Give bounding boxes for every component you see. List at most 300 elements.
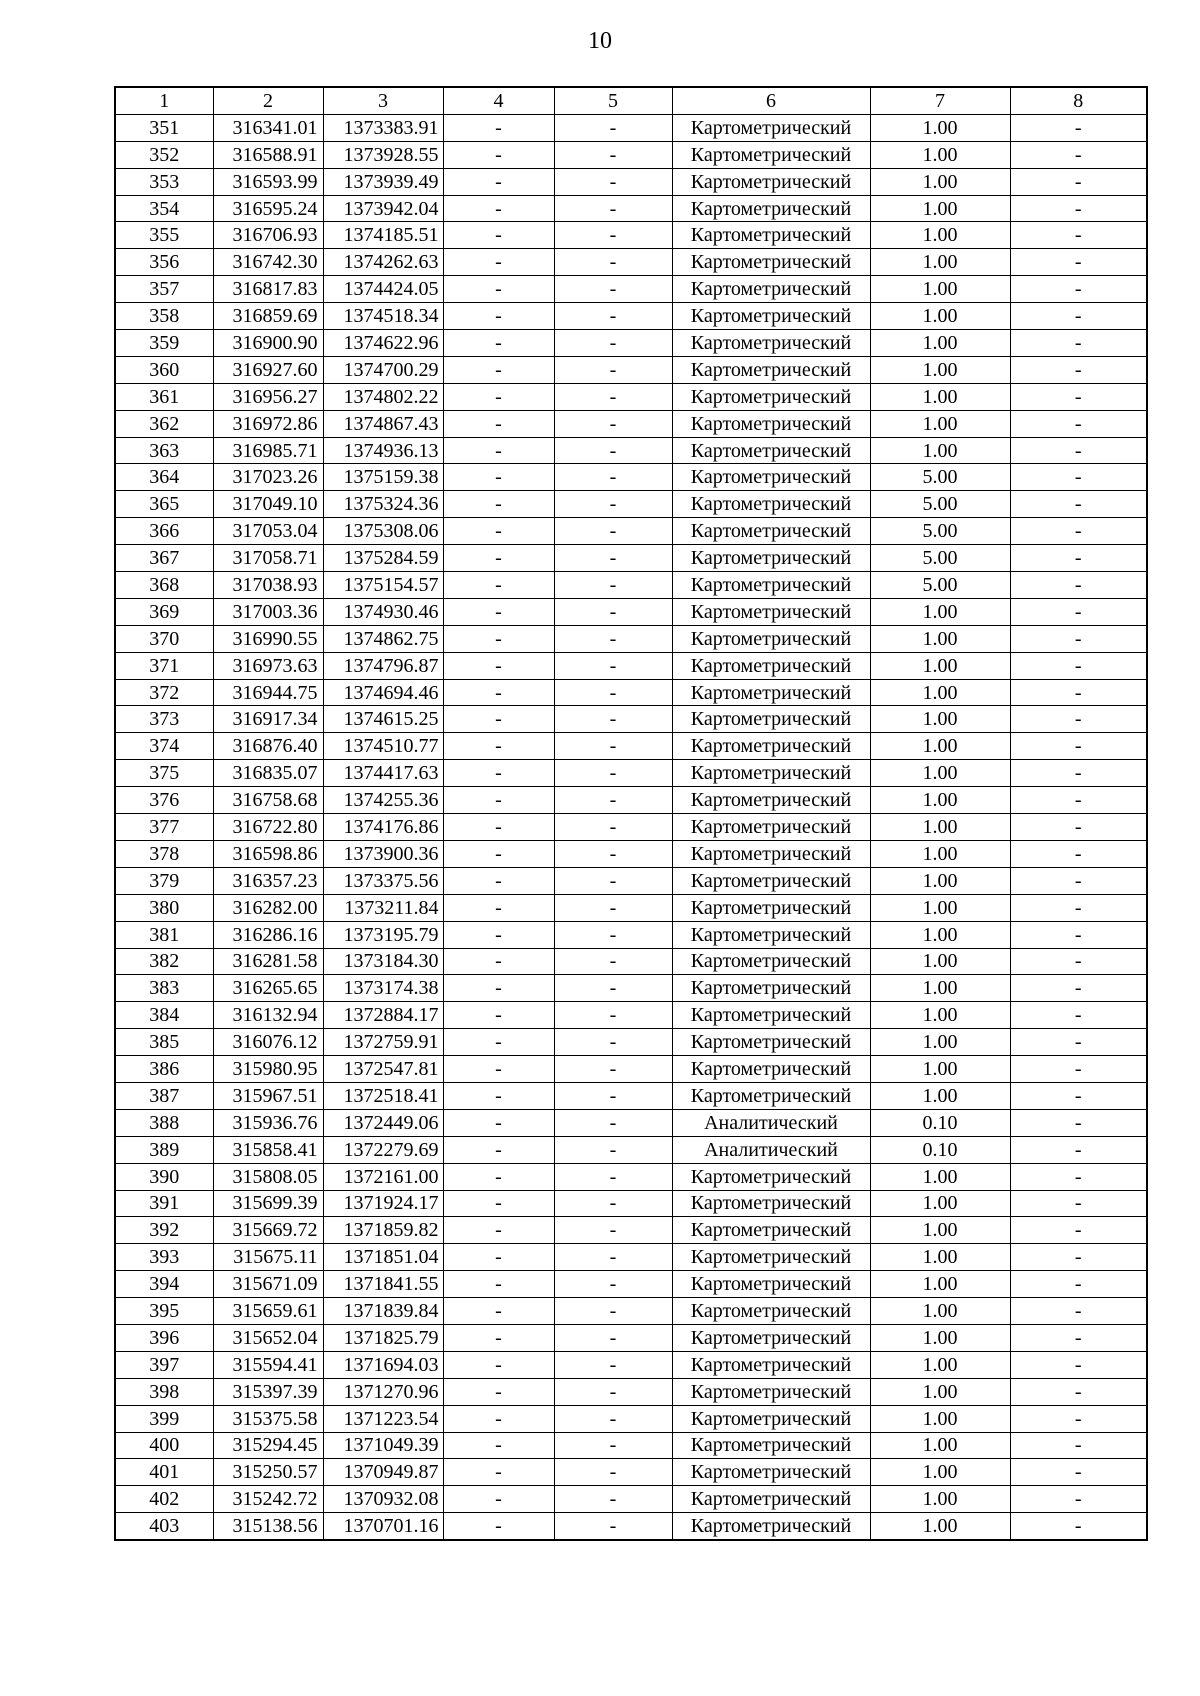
col-8-cell: - <box>1010 491 1147 518</box>
y-coordinate-cell: 1374262.63 <box>323 249 443 276</box>
column-header-6: 6 <box>672 87 870 114</box>
y-coordinate-cell: 1371859.82 <box>323 1217 443 1244</box>
method-cell: Картометрический <box>672 1271 870 1298</box>
x-coordinate-cell: 315250.57 <box>213 1459 323 1486</box>
col-4-cell: - <box>443 114 554 141</box>
x-coordinate-cell: 315594.41 <box>213 1351 323 1378</box>
col-8-cell: - <box>1010 1056 1147 1083</box>
x-coordinate-cell: 315652.04 <box>213 1324 323 1351</box>
col-5-cell: - <box>554 733 672 760</box>
method-cell: Аналитический <box>672 1109 870 1136</box>
accuracy-cell: 1.00 <box>870 921 1010 948</box>
accuracy-cell: 1.00 <box>870 1190 1010 1217</box>
method-cell: Картометрический <box>672 1029 870 1056</box>
col-4-cell: - <box>443 948 554 975</box>
col-8-cell: - <box>1010 1432 1147 1459</box>
y-coordinate-cell: 1372279.69 <box>323 1136 443 1163</box>
col-5-cell: - <box>554 1056 672 1083</box>
accuracy-cell: 1.00 <box>870 303 1010 330</box>
y-coordinate-cell: 1372161.00 <box>323 1163 443 1190</box>
y-coordinate-cell: 1371839.84 <box>323 1298 443 1325</box>
col-4-cell: - <box>443 1190 554 1217</box>
col-5-cell: - <box>554 1109 672 1136</box>
col-8-cell: - <box>1010 356 1147 383</box>
method-cell: Картометрический <box>672 1298 870 1325</box>
accuracy-cell: 1.00 <box>870 1378 1010 1405</box>
y-coordinate-cell: 1374185.51 <box>323 222 443 249</box>
x-coordinate-cell: 316076.12 <box>213 1029 323 1056</box>
col-4-cell: - <box>443 1271 554 1298</box>
y-coordinate-cell: 1370949.87 <box>323 1459 443 1486</box>
x-coordinate-cell: 315699.39 <box>213 1190 323 1217</box>
method-cell: Картометрический <box>672 1432 870 1459</box>
point-number-cell: 384 <box>115 1002 213 1029</box>
table-row <box>115 1136 1147 1163</box>
col-4-cell: - <box>443 1351 554 1378</box>
col-8-cell: - <box>1010 706 1147 733</box>
point-number-cell: 387 <box>115 1082 213 1109</box>
x-coordinate-cell: 316900.90 <box>213 330 323 357</box>
x-coordinate-cell: 316927.60 <box>213 356 323 383</box>
table-row <box>115 276 1147 303</box>
x-coordinate-cell: 316956.27 <box>213 383 323 410</box>
col-4-cell: - <box>443 1136 554 1163</box>
point-number-cell: 363 <box>115 437 213 464</box>
col-5-cell: - <box>554 760 672 787</box>
point-number-cell: 355 <box>115 222 213 249</box>
col-5-cell: - <box>554 195 672 222</box>
col-5-cell: - <box>554 975 672 1002</box>
table-row <box>115 679 1147 706</box>
accuracy-cell: 1.00 <box>870 1486 1010 1513</box>
accuracy-cell: 1.00 <box>870 760 1010 787</box>
point-number-cell: 370 <box>115 625 213 652</box>
accuracy-cell: 1.00 <box>870 1432 1010 1459</box>
col-5-cell: - <box>554 1136 672 1163</box>
table-row <box>115 1459 1147 1486</box>
col-5-cell: - <box>554 814 672 841</box>
x-coordinate-cell: 316817.83 <box>213 276 323 303</box>
col-8-cell: - <box>1010 437 1147 464</box>
table-row <box>115 921 1147 948</box>
method-cell: Картометрический <box>672 1190 870 1217</box>
col-4-cell: - <box>443 572 554 599</box>
col-4-cell: - <box>443 894 554 921</box>
x-coordinate-cell: 316742.30 <box>213 249 323 276</box>
method-cell: Картометрический <box>672 1056 870 1083</box>
method-cell: Картометрический <box>672 518 870 545</box>
col-5-cell: - <box>554 276 672 303</box>
x-coordinate-cell: 317053.04 <box>213 518 323 545</box>
table-row <box>115 652 1147 679</box>
x-coordinate-cell: 315242.72 <box>213 1486 323 1513</box>
y-coordinate-cell: 1374930.46 <box>323 598 443 625</box>
accuracy-cell: 1.00 <box>870 706 1010 733</box>
y-coordinate-cell: 1373174.38 <box>323 975 443 1002</box>
accuracy-cell: 1.00 <box>870 1351 1010 1378</box>
method-cell: Картометрический <box>672 249 870 276</box>
col-5-cell: - <box>554 168 672 195</box>
col-8-cell: - <box>1010 1109 1147 1136</box>
x-coordinate-cell: 316859.69 <box>213 303 323 330</box>
column-header-7: 7 <box>870 87 1010 114</box>
col-8-cell: - <box>1010 1163 1147 1190</box>
col-8-cell: - <box>1010 921 1147 948</box>
y-coordinate-cell: 1374417.63 <box>323 760 443 787</box>
y-coordinate-cell: 1371223.54 <box>323 1405 443 1432</box>
point-number-cell: 398 <box>115 1378 213 1405</box>
table-row <box>115 195 1147 222</box>
table-row <box>115 464 1147 491</box>
x-coordinate-cell: 315294.45 <box>213 1432 323 1459</box>
col-5-cell: - <box>554 572 672 599</box>
table-row <box>115 1298 1147 1325</box>
point-number-cell: 402 <box>115 1486 213 1513</box>
y-coordinate-cell: 1372518.41 <box>323 1082 443 1109</box>
method-cell: Картометрический <box>672 1486 870 1513</box>
accuracy-cell: 5.00 <box>870 464 1010 491</box>
table-row <box>115 598 1147 625</box>
y-coordinate-cell: 1374615.25 <box>323 706 443 733</box>
table-row <box>115 1324 1147 1351</box>
point-number-cell: 380 <box>115 894 213 921</box>
y-coordinate-cell: 1375324.36 <box>323 491 443 518</box>
col-5-cell: - <box>554 948 672 975</box>
method-cell: Картометрический <box>672 545 870 572</box>
accuracy-cell: 1.00 <box>870 787 1010 814</box>
col-4-cell: - <box>443 1486 554 1513</box>
col-8-cell: - <box>1010 652 1147 679</box>
accuracy-cell: 1.00 <box>870 894 1010 921</box>
header-row <box>115 87 1147 114</box>
col-8-cell: - <box>1010 249 1147 276</box>
x-coordinate-cell: 315675.11 <box>213 1244 323 1271</box>
method-cell: Картометрический <box>672 1163 870 1190</box>
col-8-cell: - <box>1010 195 1147 222</box>
point-number-cell: 376 <box>115 787 213 814</box>
y-coordinate-cell: 1374700.29 <box>323 356 443 383</box>
table-row <box>115 1432 1147 1459</box>
table-row <box>115 356 1147 383</box>
method-cell: Картометрический <box>672 276 870 303</box>
col-8-cell: - <box>1010 383 1147 410</box>
col-4-cell: - <box>443 303 554 330</box>
accuracy-cell: 1.00 <box>870 625 1010 652</box>
col-8-cell: - <box>1010 518 1147 545</box>
accuracy-cell: 5.00 <box>870 518 1010 545</box>
table-row <box>115 1244 1147 1271</box>
col-8-cell: - <box>1010 840 1147 867</box>
y-coordinate-cell: 1371841.55 <box>323 1271 443 1298</box>
x-coordinate-cell: 315808.05 <box>213 1163 323 1190</box>
col-5-cell: - <box>554 356 672 383</box>
col-4-cell: - <box>443 1163 554 1190</box>
x-coordinate-cell: 315980.95 <box>213 1056 323 1083</box>
method-cell: Картометрический <box>672 464 870 491</box>
accuracy-cell: 0.10 <box>870 1136 1010 1163</box>
col-4-cell: - <box>443 249 554 276</box>
y-coordinate-cell: 1374694.46 <box>323 679 443 706</box>
x-coordinate-cell: 317003.36 <box>213 598 323 625</box>
x-coordinate-cell: 316876.40 <box>213 733 323 760</box>
x-coordinate-cell: 316758.68 <box>213 787 323 814</box>
col-4-cell: - <box>443 383 554 410</box>
col-5-cell: - <box>554 114 672 141</box>
col-4-cell: - <box>443 840 554 867</box>
col-5-cell: - <box>554 1244 672 1271</box>
accuracy-cell: 1.00 <box>870 1082 1010 1109</box>
point-number-cell: 390 <box>115 1163 213 1190</box>
accuracy-cell: 1.00 <box>870 1459 1010 1486</box>
x-coordinate-cell: 316722.80 <box>213 814 323 841</box>
y-coordinate-cell: 1371049.39 <box>323 1432 443 1459</box>
point-number-cell: 354 <box>115 195 213 222</box>
page-number: 10 <box>588 28 612 54</box>
col-5-cell: - <box>554 1190 672 1217</box>
col-5-cell: - <box>554 1432 672 1459</box>
col-4-cell: - <box>443 625 554 652</box>
point-number-cell: 400 <box>115 1432 213 1459</box>
point-number-cell: 352 <box>115 141 213 168</box>
method-cell: Картометрический <box>672 437 870 464</box>
col-5-cell: - <box>554 1378 672 1405</box>
col-8-cell: - <box>1010 787 1147 814</box>
accuracy-cell: 1.00 <box>870 867 1010 894</box>
method-cell: Картометрический <box>672 733 870 760</box>
y-coordinate-cell: 1372759.91 <box>323 1029 443 1056</box>
accuracy-cell: 1.00 <box>870 249 1010 276</box>
table-row <box>115 572 1147 599</box>
col-5-cell: - <box>554 1163 672 1190</box>
method-cell: Картометрический <box>672 1002 870 1029</box>
point-number-cell: 397 <box>115 1351 213 1378</box>
col-8-cell: - <box>1010 1298 1147 1325</box>
y-coordinate-cell: 1370932.08 <box>323 1486 443 1513</box>
table-row <box>115 706 1147 733</box>
x-coordinate-cell: 315659.61 <box>213 1298 323 1325</box>
col-4-cell: - <box>443 276 554 303</box>
col-5-cell: - <box>554 625 672 652</box>
col-5-cell: - <box>554 1324 672 1351</box>
x-coordinate-cell: 316990.55 <box>213 625 323 652</box>
point-number-cell: 365 <box>115 491 213 518</box>
point-number-cell: 403 <box>115 1513 213 1540</box>
col-8-cell: - <box>1010 679 1147 706</box>
method-cell: Картометрический <box>672 948 870 975</box>
y-coordinate-cell: 1374622.96 <box>323 330 443 357</box>
col-4-cell: - <box>443 141 554 168</box>
point-number-cell: 401 <box>115 1459 213 1486</box>
column-header-4: 4 <box>443 87 554 114</box>
col-8-cell: - <box>1010 760 1147 787</box>
point-number-cell: 371 <box>115 652 213 679</box>
table-row <box>115 1029 1147 1056</box>
y-coordinate-cell: 1374424.05 <box>323 276 443 303</box>
method-cell: Картометрический <box>672 330 870 357</box>
accuracy-cell: 1.00 <box>870 410 1010 437</box>
table-row <box>115 1082 1147 1109</box>
point-number-cell: 373 <box>115 706 213 733</box>
col-5-cell: - <box>554 1298 672 1325</box>
col-5-cell: - <box>554 840 672 867</box>
col-8-cell: - <box>1010 1513 1147 1540</box>
point-number-cell: 366 <box>115 518 213 545</box>
col-4-cell: - <box>443 733 554 760</box>
x-coordinate-cell: 316944.75 <box>213 679 323 706</box>
col-5-cell: - <box>554 1351 672 1378</box>
method-cell: Картометрический <box>672 625 870 652</box>
accuracy-cell: 1.00 <box>870 733 1010 760</box>
method-cell: Картометрический <box>672 168 870 195</box>
point-number-cell: 368 <box>115 572 213 599</box>
point-number-cell: 351 <box>115 114 213 141</box>
table-row <box>115 625 1147 652</box>
accuracy-cell: 1.00 <box>870 1244 1010 1271</box>
col-4-cell: - <box>443 491 554 518</box>
method-cell: Картометрический <box>672 814 870 841</box>
col-4-cell: - <box>443 1217 554 1244</box>
method-cell: Картометрический <box>672 1082 870 1109</box>
col-5-cell: - <box>554 598 672 625</box>
y-coordinate-cell: 1371825.79 <box>323 1324 443 1351</box>
table-row <box>115 437 1147 464</box>
y-coordinate-cell: 1370701.16 <box>323 1513 443 1540</box>
col-8-cell: - <box>1010 1190 1147 1217</box>
col-8-cell: - <box>1010 464 1147 491</box>
accuracy-cell: 1.00 <box>870 383 1010 410</box>
col-5-cell: - <box>554 679 672 706</box>
table-row <box>115 303 1147 330</box>
x-coordinate-cell: 315375.58 <box>213 1405 323 1432</box>
col-4-cell: - <box>443 1513 554 1540</box>
col-8-cell: - <box>1010 975 1147 1002</box>
point-number-cell: 383 <box>115 975 213 1002</box>
method-cell: Картометрический <box>672 1378 870 1405</box>
method-cell: Картометрический <box>672 867 870 894</box>
y-coordinate-cell: 1372884.17 <box>323 1002 443 1029</box>
col-4-cell: - <box>443 437 554 464</box>
col-5-cell: - <box>554 249 672 276</box>
x-coordinate-cell: 316588.91 <box>213 141 323 168</box>
y-coordinate-cell: 1373939.49 <box>323 168 443 195</box>
method-cell: Картометрический <box>672 975 870 1002</box>
point-number-cell: 377 <box>115 814 213 841</box>
table-row <box>115 814 1147 841</box>
col-4-cell: - <box>443 168 554 195</box>
col-4-cell: - <box>443 1432 554 1459</box>
point-number-cell: 362 <box>115 410 213 437</box>
y-coordinate-cell: 1374796.87 <box>323 652 443 679</box>
accuracy-cell: 1.00 <box>870 948 1010 975</box>
y-coordinate-cell: 1375159.38 <box>323 464 443 491</box>
col-8-cell: - <box>1010 141 1147 168</box>
method-cell: Картометрический <box>672 572 870 599</box>
accuracy-cell: 1.00 <box>870 195 1010 222</box>
col-5-cell: - <box>554 383 672 410</box>
method-cell: Аналитический <box>672 1136 870 1163</box>
table-row <box>115 1378 1147 1405</box>
method-cell: Картометрический <box>672 921 870 948</box>
table-row <box>115 141 1147 168</box>
point-number-cell: 396 <box>115 1324 213 1351</box>
x-coordinate-cell: 316282.00 <box>213 894 323 921</box>
x-coordinate-cell: 316281.58 <box>213 948 323 975</box>
table-row <box>115 1486 1147 1513</box>
x-coordinate-cell: 316132.94 <box>213 1002 323 1029</box>
method-cell: Картометрический <box>672 840 870 867</box>
table-row <box>115 1190 1147 1217</box>
method-cell: Картометрический <box>672 1351 870 1378</box>
table-row <box>115 1109 1147 1136</box>
col-8-cell: - <box>1010 1002 1147 1029</box>
col-5-cell: - <box>554 787 672 814</box>
y-coordinate-cell: 1374518.34 <box>323 303 443 330</box>
method-cell: Картометрический <box>672 598 870 625</box>
table-row <box>115 545 1147 572</box>
method-cell: Картометрический <box>672 1324 870 1351</box>
accuracy-cell: 1.00 <box>870 1217 1010 1244</box>
accuracy-cell: 1.00 <box>870 356 1010 383</box>
col-8-cell: - <box>1010 330 1147 357</box>
point-number-cell: 386 <box>115 1056 213 1083</box>
col-5-cell: - <box>554 518 672 545</box>
x-coordinate-cell: 317038.93 <box>213 572 323 599</box>
method-cell: Картометрический <box>672 491 870 518</box>
x-coordinate-cell: 316706.93 <box>213 222 323 249</box>
point-number-cell: 374 <box>115 733 213 760</box>
col-4-cell: - <box>443 464 554 491</box>
col-4-cell: - <box>443 1405 554 1432</box>
table-body <box>115 87 1147 1540</box>
point-number-cell: 375 <box>115 760 213 787</box>
col-4-cell: - <box>443 706 554 733</box>
x-coordinate-cell: 315138.56 <box>213 1513 323 1540</box>
col-4-cell: - <box>443 195 554 222</box>
x-coordinate-cell: 317023.26 <box>213 464 323 491</box>
x-coordinate-cell: 316286.16 <box>213 921 323 948</box>
column-header-2: 2 <box>213 87 323 114</box>
table-row <box>115 787 1147 814</box>
table-row <box>115 840 1147 867</box>
y-coordinate-cell: 1373375.56 <box>323 867 443 894</box>
accuracy-cell: 5.00 <box>870 572 1010 599</box>
x-coordinate-cell: 316917.34 <box>213 706 323 733</box>
point-number-cell: 360 <box>115 356 213 383</box>
method-cell: Картометрический <box>672 222 870 249</box>
point-number-cell: 391 <box>115 1190 213 1217</box>
method-cell: Картометрический <box>672 114 870 141</box>
point-number-cell: 367 <box>115 545 213 572</box>
col-8-cell: - <box>1010 114 1147 141</box>
y-coordinate-cell: 1374862.75 <box>323 625 443 652</box>
col-8-cell: - <box>1010 1244 1147 1271</box>
col-5-cell: - <box>554 1486 672 1513</box>
table-row <box>115 867 1147 894</box>
table-row <box>115 894 1147 921</box>
col-8-cell: - <box>1010 168 1147 195</box>
accuracy-cell: 1.00 <box>870 1002 1010 1029</box>
col-4-cell: - <box>443 814 554 841</box>
y-coordinate-cell: 1373195.79 <box>323 921 443 948</box>
x-coordinate-cell: 316357.23 <box>213 867 323 894</box>
accuracy-cell: 1.00 <box>870 437 1010 464</box>
y-coordinate-cell: 1374867.43 <box>323 410 443 437</box>
method-cell: Картометрический <box>672 356 870 383</box>
y-coordinate-cell: 1374176.86 <box>323 814 443 841</box>
col-5-cell: - <box>554 303 672 330</box>
method-cell: Картометрический <box>672 679 870 706</box>
accuracy-cell: 1.00 <box>870 1056 1010 1083</box>
